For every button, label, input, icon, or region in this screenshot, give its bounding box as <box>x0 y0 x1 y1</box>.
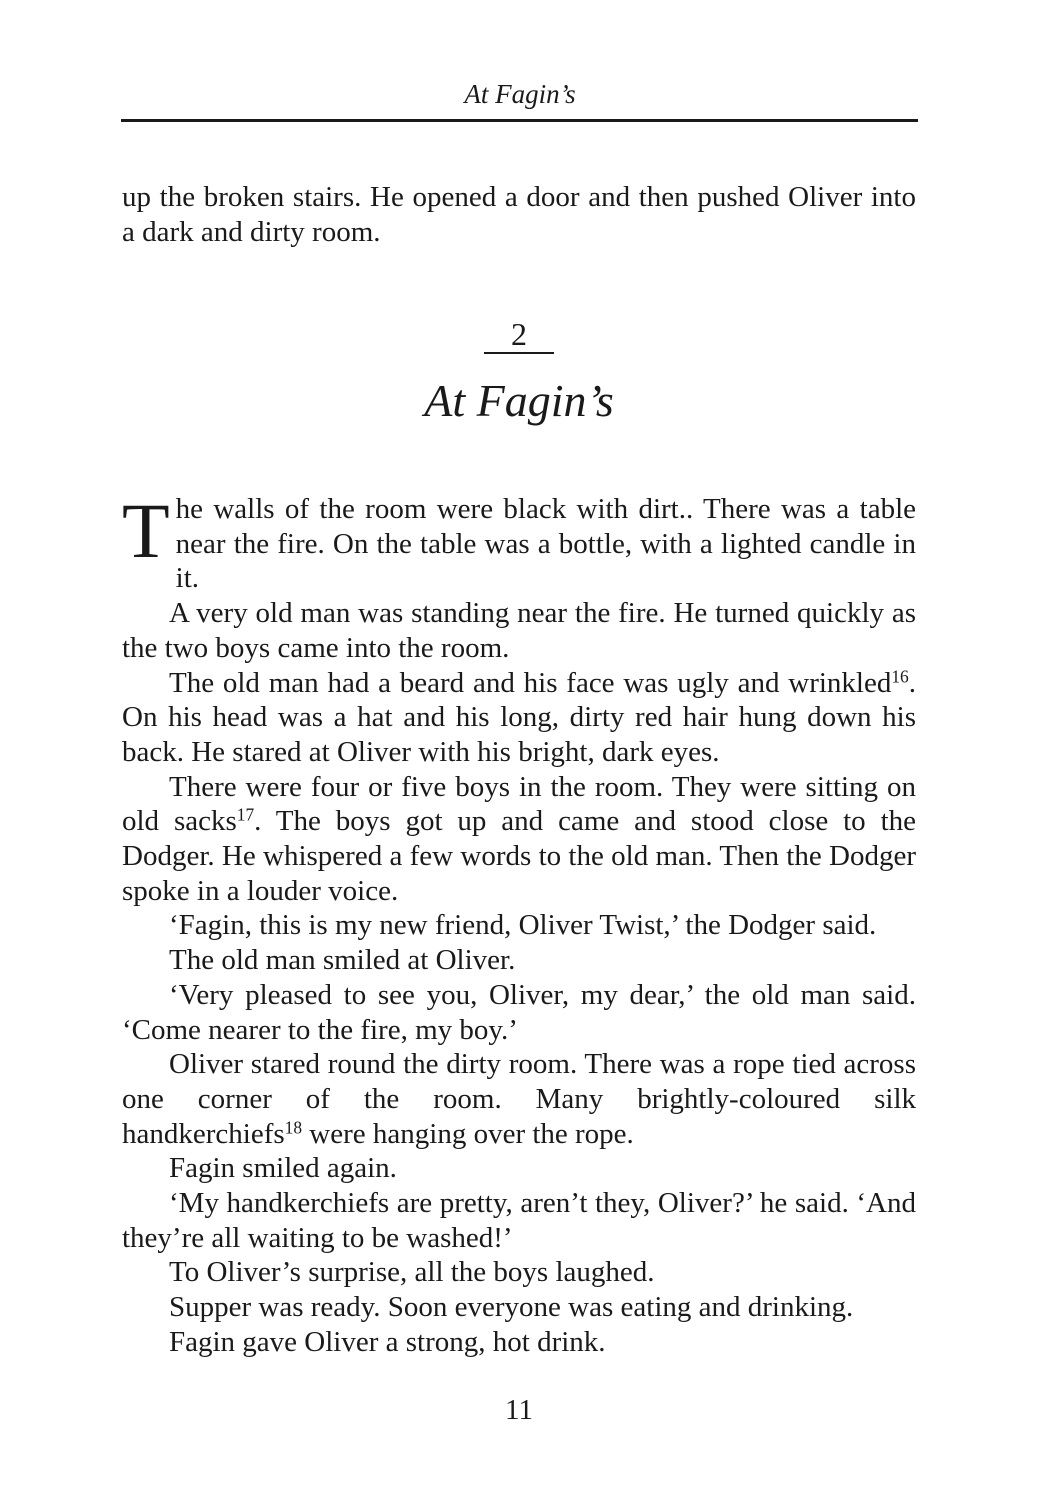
paragraph-2-text-b: . On his head was a hat and his long, dirty red hair hung down his back. He stared at Oliver with his bright, dark eyes. <box>122 666 916 768</box>
header-rule <box>121 119 918 122</box>
footnote-ref-16: 16 <box>891 665 909 686</box>
running-head: At Fagin’s <box>464 79 576 109</box>
paragraph-7-text-b: were hanging over the rope. <box>302 1117 634 1150</box>
paragraph-9: ‘My handkerchiefs are pretty, aren’t they, Oliver?’ he said. ‘And they’re all waiting to be washed!’ <box>122 1187 916 1254</box>
chapter-body <box>122 487 917 1360</box>
paragraph-12: Fagin gave Oliver a strong, hot drink. <box>169 1325 606 1358</box>
paragraph-11: Supper was ready. Soon everyone was eating and drinking. <box>169 1291 854 1324</box>
footnote-ref-17: 17 <box>236 804 255 825</box>
paragraph-5: The old man smiled at Oliver. <box>169 944 516 977</box>
chapter-title: At Fagin’s <box>424 375 614 426</box>
continuation-paragraph <box>122 180 916 249</box>
paragraph-7 <box>122 1047 916 1151</box>
paragraph-10: To Oliver’s surprise, all the boys laughed. <box>169 1256 655 1289</box>
paragraph-7-text-a: Oliver stared round the dirty room. There was a rope tied across one corner of the room. Many brightly-coloured silk handkerchiefs <box>122 1048 916 1150</box>
paragraph-6: ‘Very pleased to see you, Oliver, my dear,’ the old man said. ‘Come nearer to the fire, my boy.’ <box>122 978 916 1046</box>
paragraph-2 <box>122 666 916 770</box>
paragraph-3-text-b: . The boys got up and came and stood close to the Dodger. He whispered a few words to the old man. Then the Dodger spoke in a louder voice. <box>122 805 917 907</box>
chapter-number: 2 <box>511 316 527 352</box>
continuation-text: up the broken stairs. He opened a door and then pushed Oliver into a dark and dirty room. <box>122 181 916 248</box>
page-number: 11 <box>505 1394 533 1426</box>
paragraph-3-text-a: There were four or five boys in the room. They were sitting on old sacks <box>122 770 916 838</box>
paragraph-8: Fagin smiled again. <box>169 1152 397 1185</box>
drop-cap: T <box>122 487 170 574</box>
paragraph-3 <box>122 770 916 909</box>
paragraph-4: ‘Fagin, this is my new friend, Oliver Twist,’ the Dodger said. <box>169 909 877 942</box>
footnote-ref-18: 18 <box>284 1117 303 1138</box>
paragraph-1: A very old man was standing near the fire. He turned quickly as the two boys came into the room. <box>122 597 916 664</box>
opening-paragraph <box>122 487 916 596</box>
paragraph-2-text-a: The old man had a beard and his face was ugly and wrinkled <box>169 666 892 699</box>
chapter-number-rule <box>484 352 554 354</box>
opening-text: he walls of the room were black with dirt.. There was a table near the fire. On the table was a bottle, with a lighted candle in it. <box>175 493 916 595</box>
